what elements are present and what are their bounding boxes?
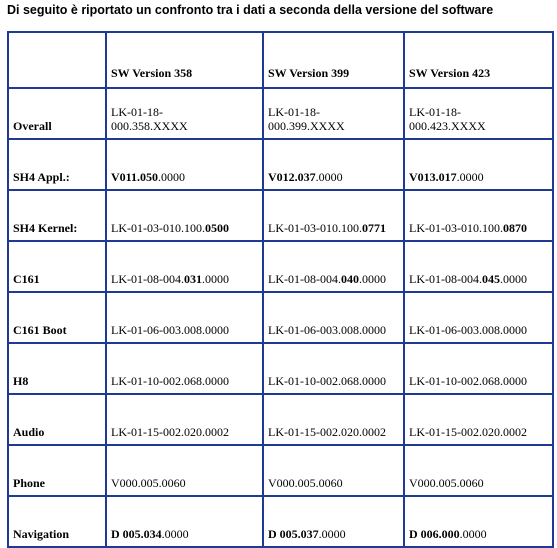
version-segment: LK-01-08-004. [409,272,482,286]
version-segment-bold: 0500 [204,221,229,235]
version-segment-bold: V013.017 [409,170,457,184]
version-segment-bold: D 005.037 [268,527,319,541]
version-cell [404,190,553,241]
row-label: C161 [8,241,106,292]
table-row [8,241,553,292]
version-cell [263,445,404,496]
version-segment: LK-01-10-002.068.0000 [268,374,386,388]
version-cell [404,292,553,343]
row-label: C161 Boot [8,292,106,343]
row-label: H8 [8,343,106,394]
row-label: SH4 Appl.: [8,139,106,190]
version-segment: .0000 [459,527,487,541]
table-row [8,496,553,547]
version-cell [106,496,263,547]
version-segment: .0000 [161,527,189,541]
version-segment: V000.005.0060 [111,476,186,490]
version-cell [106,343,263,394]
version-segment: LK-01-18- 000.423.XXXX [409,105,486,133]
header-sw-version-399: SW Version 399 [263,32,404,88]
version-segment: V000.005.0060 [268,476,343,490]
row-label: Overall [8,88,106,139]
version-segment-bold: D 006.000 [409,527,460,541]
version-cell [263,139,404,190]
version-cell [263,292,404,343]
version-cell [263,496,404,547]
version-cell [404,445,553,496]
table-row [8,343,553,394]
version-cell [106,139,263,190]
version-segment-bold: V012.037 [268,170,316,184]
version-segment: LK-01-15-002.020.0002 [111,425,229,439]
version-segment: .0000 [499,272,527,286]
version-cell [404,496,553,547]
version-segment-bold: 031 [183,272,202,286]
version-segment: .0000 [456,170,484,184]
version-cell [106,394,263,445]
version-segment-bold: D 005.034 [111,527,162,541]
table-body [8,32,553,547]
version-segment: LK-01-06-003.008.0000 [409,323,527,337]
version-segment-bold: V011.050 [111,170,159,184]
version-cell [404,139,553,190]
version-segment: LK-01-10-002.068.0000 [409,374,527,388]
page-heading: Di seguito è riportato un confronto tra i dati a seconda della versione del software [7,3,494,17]
version-cell [106,88,263,139]
version-segment: LK-01-08-004. [111,272,184,286]
version-segment: LK-01-10-002.068.0000 [111,374,229,388]
version-segment: LK-01-03-010.100. [111,221,205,235]
version-cell [404,343,553,394]
version-segment-bold: 045 [481,272,500,286]
version-segment: V000.005.0060 [409,476,484,490]
table-row [8,394,553,445]
version-segment: LK-01-15-002.020.0002 [268,425,386,439]
table-row [8,139,553,190]
row-label: Audio [8,394,106,445]
table-row [8,190,553,241]
version-cell [263,394,404,445]
version-segment: LK-01-18- 000.399.XXXX [268,105,345,133]
row-label: SH4 Kernel: [8,190,106,241]
version-segment: .0000 [201,272,229,286]
version-comparison-table [7,31,554,548]
header-sw-version-423: SW Version 423 [404,32,553,88]
row-label: Phone [8,445,106,496]
version-cell [404,241,553,292]
version-cell [106,292,263,343]
version-cell [106,445,263,496]
version-cell [263,241,404,292]
table-row [8,88,553,139]
version-cell [404,88,553,139]
header-row [8,32,553,88]
version-segment: LK-01-15-002.020.0002 [409,425,527,439]
version-segment: .0000 [315,170,343,184]
header-corner-cell [8,32,106,88]
version-segment-bold: 0771 [361,221,386,235]
version-cell [106,190,263,241]
version-cell [263,343,404,394]
version-segment: LK-01-18- 000.358.XXXX [111,105,188,133]
row-label: Navigation [8,496,106,547]
version-segment: LK-01-03-010.100. [268,221,362,235]
version-segment-bold: 040 [340,272,359,286]
version-cell [263,88,404,139]
version-cell [263,190,404,241]
version-segment: LK-01-08-004. [268,272,341,286]
version-segment: LK-01-06-003.008.0000 [111,323,229,337]
version-segment-bold: 0870 [502,221,527,235]
version-segment: LK-01-06-003.008.0000 [268,323,386,337]
table-row [8,292,553,343]
header-sw-version-358: SW Version 358 [106,32,263,88]
version-segment: LK-01-03-010.100. [409,221,503,235]
version-cell [404,394,553,445]
version-segment: .0000 [358,272,386,286]
table-row [8,445,553,496]
version-segment: .0000 [318,527,346,541]
version-cell [106,241,263,292]
version-segment: .0000 [158,170,186,184]
